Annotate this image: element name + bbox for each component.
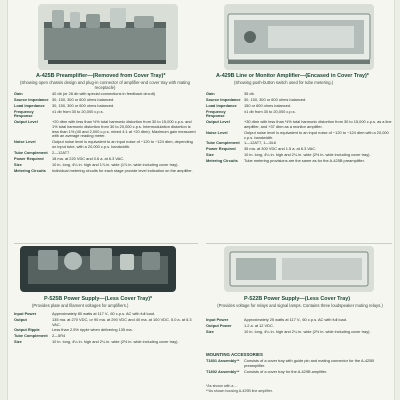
spec-label: T1802 Assembly** xyxy=(206,368,240,374)
spec-row xyxy=(14,140,198,149)
spec-label: Size xyxy=(206,152,214,158)
spec-label: Tube Complement xyxy=(206,140,240,146)
spec-row xyxy=(14,312,198,317)
spec-value: 40 db (or 26 db with special connections in feedback circuit) xyxy=(52,91,155,96)
spec-label: Output Level xyxy=(206,119,230,125)
spec-row xyxy=(14,92,198,97)
spec-value: Consists of a cover tray for the A-429B amplifier. xyxy=(244,368,328,374)
spec-value: 1—12AT7, 1—6L6 xyxy=(244,140,276,146)
spec-value: 1.2 a. at 12 VDC. xyxy=(244,322,274,328)
spec-label: Size xyxy=(14,339,22,345)
p525b-caption: P-525B Power Supply—(Less Cover Tray)* xyxy=(44,296,153,302)
spec-value: 18 ma. at 220 VDC and 0.6 a. at 6.3 VAC. xyxy=(52,155,125,161)
right-column xyxy=(204,0,394,400)
spec-label: Frequency Response xyxy=(14,108,34,119)
spec-value: 10 in. long, 4¼ in. high and 2¼ in. wide (2½ in. wide including cover tray). xyxy=(244,152,371,158)
spec-label: Gain xyxy=(206,91,215,96)
spec-value: 30, 150, 300 or 600 ohms balanced. xyxy=(244,96,307,102)
spec-value: 10 in. long, 4¼ in. high and 2¼ in. wide (2½ in. wide including cover tray). xyxy=(52,339,179,345)
spec-label: Output Level xyxy=(14,119,38,125)
p525b-illustration xyxy=(20,246,176,292)
spec-row xyxy=(14,340,198,345)
spec-row xyxy=(14,318,198,327)
spec-value: 35 db. xyxy=(244,91,255,96)
section-divider xyxy=(206,243,392,244)
p522b-specs xyxy=(206,318,392,336)
line-amplifier-caption: A-429B Line or Monitor Amplifier—(Encased in Cover Tray)* xyxy=(216,73,369,79)
spec-label: Output Ripple xyxy=(14,327,40,333)
spec-value: ±1 db from 30 to 20,000 c.p.s. xyxy=(244,108,296,114)
mounting-accessories-list xyxy=(206,359,392,375)
spec-value: 10 in. long, 4¼ in. high and 2¼ in. wide (2½ in. wide including cover tray). xyxy=(244,328,371,334)
p522b-subcaption: (Provides voltage for relays and signal lamps. Contains three loudspeaker muting relays.) xyxy=(217,303,383,308)
line-amplifier-subcaption: (Showing push-button switch used for tube metering.) xyxy=(234,80,334,85)
spec-row xyxy=(14,163,198,168)
spec-value: 30, 150, 300 or 600 ohms balanced. xyxy=(52,96,115,102)
preamplifier-caption: A-425B Preamplifier—(Removed from Cover Tray)* xyxy=(36,73,166,79)
spec-label: Noise Level xyxy=(206,129,228,135)
spec-value: 2—5R4 xyxy=(52,333,66,339)
spec-row xyxy=(206,120,392,129)
spec-label: Frequency Response xyxy=(206,108,226,119)
spec-value: Less than 2.5% ripple when delivering 135 ma. xyxy=(52,327,133,333)
p525b-subcaption: (Provides plate and filament voltages for amplifiers.) xyxy=(32,303,129,308)
spec-row xyxy=(206,110,392,119)
preamplifier-subcaption: (Showing open chassis design and plug-in connector of amplifier-and cover tray with mating receptacle) xyxy=(20,80,190,90)
preamplifier-specs xyxy=(14,92,198,174)
spec-row xyxy=(206,92,392,97)
spec-row xyxy=(14,110,198,119)
spec-row xyxy=(206,104,392,109)
spec-value: 30, 150, 300 or 600 ohms balanced. xyxy=(52,102,115,108)
spec-label: Power Required xyxy=(14,155,44,161)
spec-row xyxy=(14,169,198,174)
preamplifier-photo xyxy=(38,4,178,70)
spec-label: Load Impedance xyxy=(206,102,237,108)
preamplifier-illustration xyxy=(38,4,178,70)
spec-value: ±1 db from 30 to 20,000 c.p.s. xyxy=(52,108,104,114)
spec-value: Individual metering circuits for each stage provide level indication on the amplifier. xyxy=(52,167,193,173)
spec-value: +30 dbm with less than ½% total harmonic distortion from 30 to 15,000 c.p.s. as a line amplifier, and +37 dbm as a monitor amplifier. xyxy=(244,119,392,129)
spec-label: Input Power xyxy=(206,317,229,322)
spec-value: Output noise level is equivalent to an input noise of −120 to −124 dbm, depending on input tube, with a 20,000 c.p.s. bandwidth. xyxy=(52,139,193,149)
footnote: *As shown with a ... xyxy=(206,384,238,388)
section-divider xyxy=(14,243,198,244)
spec-value: 2—12AT7 xyxy=(52,149,70,155)
spec-label: Tube Complement xyxy=(14,333,48,339)
spec-label: Metering Circuits xyxy=(206,158,238,164)
spec-value: 135 ma. at 270 VDC, or 90 ma. at 290 VDC and 40 ma. at 100 VDC. 5.0 a. at 6.3 VAC. xyxy=(52,316,192,327)
p525b-specs xyxy=(14,312,198,346)
p522b-caption: P-522B Power Supply—(Less Cover Tray) xyxy=(244,296,351,302)
spec-value: 35 ma. at 300 VDC and 1.5 a. at 6.3 VAC. xyxy=(244,146,317,152)
spec-row xyxy=(206,330,392,335)
spec-row xyxy=(206,159,392,164)
p522b-photo xyxy=(224,246,374,292)
spec-value: 150 or 600 ohms balanced. xyxy=(244,102,292,108)
spec-row xyxy=(14,98,198,103)
spec-row xyxy=(14,120,198,139)
spec-row xyxy=(14,104,198,109)
spec-value: 10 in. long, 4¼ in. high and 1⅞ in. wide (1⅞ in. wide including cover tray). xyxy=(52,161,179,167)
catalog-page xyxy=(8,0,394,400)
spec-value: +20 dbm with less than ½% total harmonic distortion from 30 to 15,000 c.p.s. and 1% total harmonic distortion from 30 to 20,000 c.p.s. Intermodulation distortion is less than 1% (40 and 2,000 c.p.s. mixed 4:1 at +20 dbm). Maximum gain measured with an average reading meter. xyxy=(52,119,196,139)
spec-label: Load Impedance xyxy=(14,102,45,108)
line-amplifier-specs xyxy=(206,92,392,165)
spec-label: Metering Circuits xyxy=(14,167,46,173)
spec-row xyxy=(206,359,392,368)
spec-label: Noise Level xyxy=(14,139,36,145)
footnote: **As shown housing A-429B line amplifier. xyxy=(206,389,273,393)
spec-row xyxy=(206,318,392,323)
spec-value: Approximately 25 watts at 117 V., 60 c.p.s. AC with full load. xyxy=(244,317,347,322)
spec-row xyxy=(14,157,198,162)
p525b-photo xyxy=(20,246,176,292)
spec-row xyxy=(206,98,392,103)
spec-label: Power Required xyxy=(206,146,236,152)
spec-label: Output Power xyxy=(206,322,232,328)
spec-label: T1801 Assembly** xyxy=(206,358,240,363)
spec-label: Tube Complement xyxy=(14,149,48,155)
spec-label: Source Impedance xyxy=(206,96,241,102)
spec-label: Source Impedance xyxy=(14,96,49,102)
left-column xyxy=(10,0,200,400)
spec-label: Output xyxy=(14,316,27,322)
spec-row xyxy=(14,151,198,156)
spec-value: Tube metering provisions are the same as for the A-425B preamplifier. xyxy=(244,158,365,164)
mounting-accessories-title: MOUNTING ACCESSORIES xyxy=(206,352,263,357)
spec-row xyxy=(206,131,392,140)
spec-label: Gain xyxy=(14,91,23,96)
spec-value: Consists of a cover tray with guide pin and mating connector for the A-425B preamplifier. xyxy=(244,358,374,368)
line-amplifier-photo xyxy=(224,4,374,70)
line-amplifier-illustration xyxy=(224,4,374,70)
spec-label: Size xyxy=(206,328,214,334)
spec-row xyxy=(206,324,392,329)
spec-label: Size xyxy=(14,161,22,167)
spec-label: Input Power xyxy=(14,311,37,316)
spec-value: Approximately 80 watts at 117 V., 60 c.p.s. AC with full load. xyxy=(52,311,155,316)
p522b-illustration xyxy=(224,246,374,292)
spec-row xyxy=(206,370,392,375)
spec-value: Output noise level is equivalent to an input noise of −120 to −124 dbm with a 20,000 c.p.s. bandwidth. xyxy=(244,129,389,140)
